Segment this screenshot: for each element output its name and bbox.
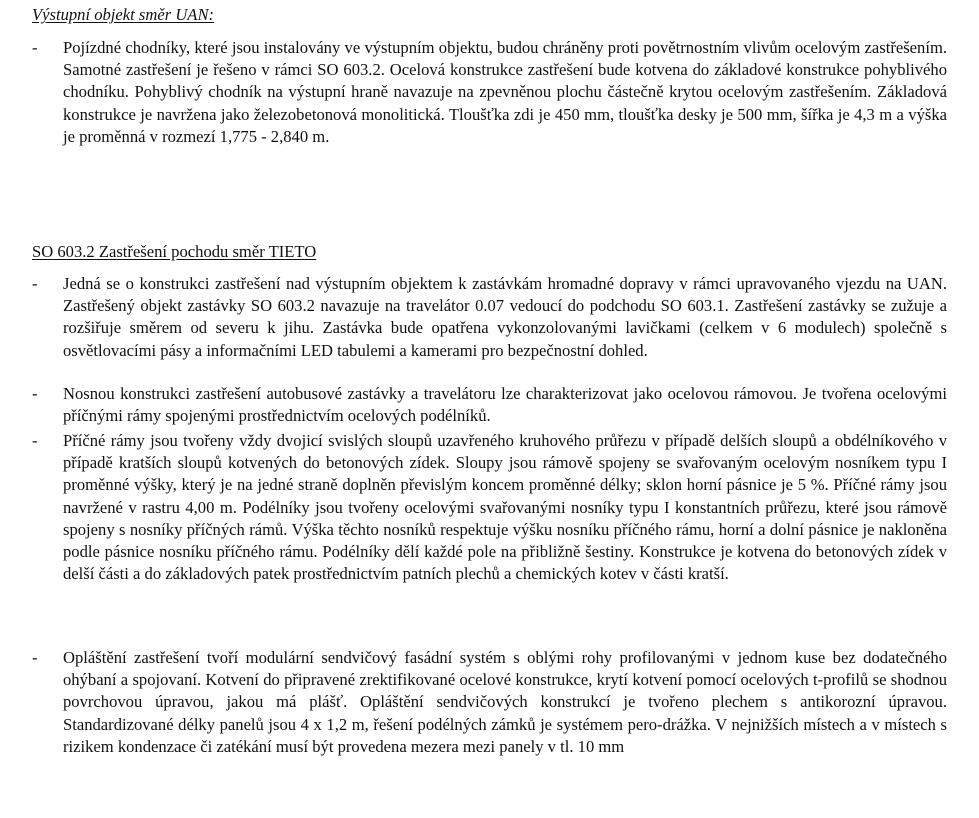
paragraph-text: Pojízdné chodníky, které jsou instalovány ve výstupním objektu, budou chráněny proti povětrnostním vlivům ocelovým zastřešením. Samotné zastřešení je řešeno v rámci SO 603.2. Ocelová konstrukce zastřešení bude kotvena do základové konstrukce pohyblivého chodníku. Pohyblivý chodník na výstupní hraně navazuje na zpevněnou plochu částečně krytou ocelovým zastřešením. Základová konstrukce je navržena jako železobetonová monolitická. Tloušťka zdi je 450 mm, tloušťka desky je 500 mm, šířka je 4,3 m a výška je proměnná v rozmezí 1,775 - 2,840 m. (63, 38, 947, 146)
list-item (32, 37, 947, 148)
bullet-dash: - (32, 431, 38, 450)
bullet-dash: - (32, 648, 38, 667)
bullet-dash: - (32, 384, 38, 403)
paragraph-text: Jedná se o konstrukci zastřešení nad výstupním objektem k zastávkám hromadné dopravy v rámci upravovaného vjezdu na UAN. Zastřešený objekt zastávky SO 603.2 navazuje na travelátor 0.07 vedoucí do podchodu SO 603.1. Zastřešení zastávky se zužuje a rozšiřuje směrem od severu k jihu. Zastávka bude opatřena vykonzolovanými lavičkami (celkem v 6 modulech) společně s osvětlovacími pásy a informačními LED tabulemi a kamerami pro bezpečnostní dohled. (63, 274, 947, 360)
list-item (32, 383, 947, 427)
paragraph-text: Příčné rámy jsou tvořeny vždy dvojicí svislých sloupů uzavřeného kruhového průřezu v případě delších sloupů a obdélníkového v případě kratších sloupů kotvených do betonových zídek. Sloupy jsou rámově spojeny se svařovaným ocelovým nosníkem typu I proměnné výšky, který je na jedné straně doplněn převislým koncem proměnné délky; sklon horní pásnice je 5 %. Příčné rámy jsou navržené v rastru 4,00 m. Podélníky jsou tvořeny ocelovými svařovanými nosníky typu I konstantních průřezu, které jsou rámově spojeny s nosníky příčných rámů. Výška těchto nosníků respektuje výšku nosníku příčného rámu, horní a dolní pásnice je nakloněna podle pásnice nosníku příčného rámu. Podélníky dělí každé pole na přibližně šestiny. Konstrukce je kotvena do betonových zídek v delší části a do základových patek prostřednictvím patních plechů a chemických kotev v části kratší. (63, 431, 947, 584)
section-heading-so-603-2: SO 603.2 Zastřešení pochodu směr TIETO (32, 242, 317, 261)
list-item (32, 647, 947, 758)
list-item (32, 430, 947, 585)
section-heading-exit-object: Výstupní objekt směr UAN: (32, 5, 215, 24)
list-item (32, 273, 947, 362)
paragraph-text: Nosnou konstrukci zastřešení autobusové zastávky a travelátoru lze charakterizovat jako ocelovou rámovou. Je tvořena ocelovými příčnými rámy spojenými prostřednictvím ocelových podélníků. (63, 384, 947, 426)
paragraph-text: Opláštění zastřešení tvoří modulární sendvičový fasádní systém s oblými rohy profilovanými v jednom kuse bez dodatečného ohýbaní a spojovaní. Kotvení do připravené zrektifikované ocelové konstrukce, krytí kotvení pomocí ocelových t-profilů se shodnou povrchovou úpravou, jakou má plášť. Opláštění sendvičových konstrukcí je tvořeno plechem s antikorozní úpravou. Standardizované délky panelů jsou 4 x 1,2 m, řešení podélných zámků je systémem pero-drážka. V nejnižších místech a v místech s rizikem kondenzace či zatékání musí být provedena mezera mezi panely v tl. 10 mm (63, 648, 947, 756)
bullet-dash: - (32, 38, 38, 57)
bullet-dash: - (32, 274, 38, 293)
